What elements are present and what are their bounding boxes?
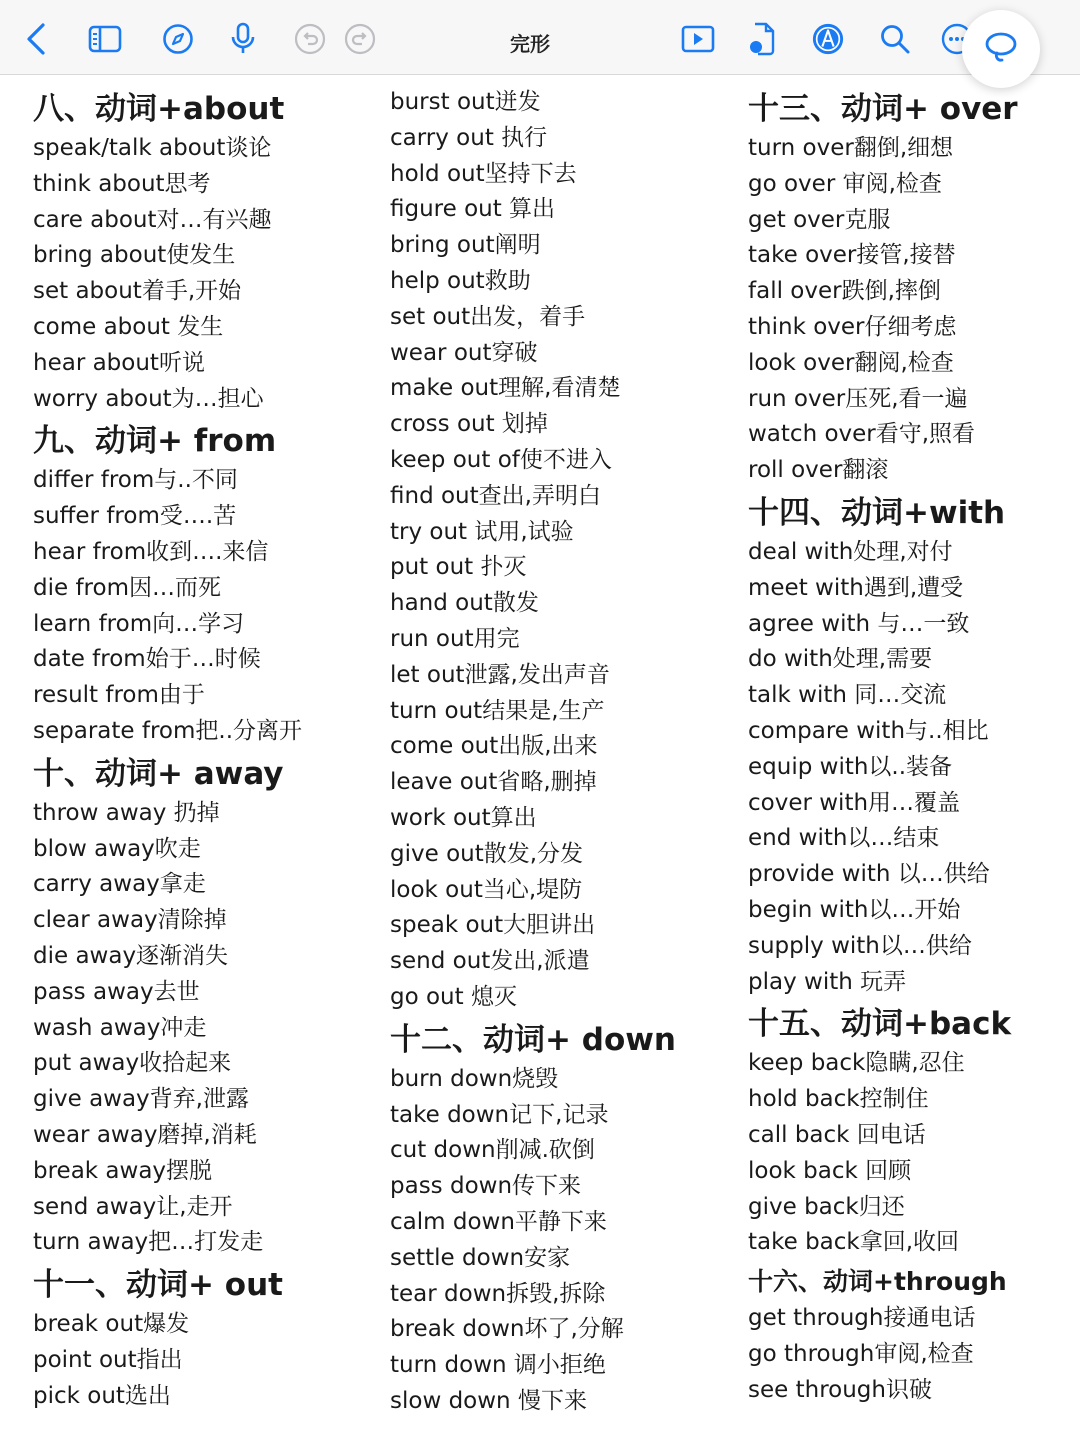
- phrase-item: turn out结果是,生产: [390, 697, 605, 724]
- phrase-item: take down记下,记录: [390, 1101, 609, 1128]
- phrase-item: calm down平静下来: [390, 1208, 607, 1235]
- phrase-item: settle down安家: [390, 1244, 571, 1271]
- phrase-item: roll over翻滚: [748, 457, 889, 484]
- column-2: [390, 85, 730, 1420]
- column-3: [748, 85, 1068, 1409]
- phrase-item: take over接管,接替: [748, 242, 956, 269]
- phrase-item: come about 发生: [33, 313, 224, 340]
- phrase-item: send away让,走开: [33, 1193, 233, 1220]
- phrase-item: burst out迸发: [390, 89, 541, 115]
- phrase-item: turn down 调小拒绝: [390, 1352, 606, 1379]
- phrase-item: agree with 与…一致: [748, 610, 970, 637]
- phrase-item: get through接通电话: [748, 1305, 976, 1332]
- phrase-item: point out指出: [33, 1346, 183, 1373]
- phrase-item: compare with与..相比: [748, 717, 989, 744]
- phrase-item: burn down烧毁: [390, 1065, 559, 1092]
- section-heading: 十三、动词+ over: [748, 91, 1018, 127]
- section-heading: 十二、动词+ down: [390, 1021, 676, 1058]
- sidebar-icon[interactable]: [88, 22, 122, 56]
- phrase-item: fall over跌倒,摔倒: [748, 278, 941, 305]
- document-page: [0, 75, 1080, 1440]
- undo-icon[interactable]: [293, 22, 327, 56]
- phrase-item: equip with以..装备: [748, 753, 953, 780]
- phrase-item: carry out 执行: [390, 124, 548, 151]
- phrase-item: differ from与..不同: [33, 467, 238, 494]
- section-heading: 十四、动词+with: [748, 494, 1006, 531]
- section-heading: 十、动词+ away: [33, 755, 284, 792]
- phrase-item: break down坏了,分解: [390, 1316, 624, 1343]
- back-chevron-icon[interactable]: [20, 22, 54, 56]
- phrase-item: hear about听说: [33, 349, 205, 376]
- phrase-item: figure out 算出: [390, 196, 556, 223]
- compass-icon[interactable]: [161, 22, 195, 56]
- phrase-item: meet with遇到,遭受: [748, 574, 964, 601]
- phrase-item: come out出版,出来: [390, 733, 598, 760]
- toolbar: [0, 0, 1080, 75]
- phrase-item: pick out选出: [33, 1382, 171, 1409]
- phrase-item: call back 回电话: [748, 1121, 926, 1148]
- phrase-item: hear from收到….来信: [33, 538, 269, 565]
- phrase-item: make out理解,看清楚: [390, 375, 621, 402]
- phrase-item: help out救助: [390, 267, 531, 294]
- phrase-item: deal with处理,对付: [748, 538, 953, 565]
- phrase-item: turn over翻倒,细想: [748, 135, 954, 161]
- phrase-item: see through识破: [748, 1376, 932, 1403]
- document-title: 完形: [510, 32, 550, 56]
- phrase-item: break out爆发: [33, 1311, 190, 1338]
- section-heading: 十六、动词+through: [748, 1267, 1007, 1297]
- phrase-item: hold back控制住: [748, 1086, 929, 1113]
- phrase-item: worry about为…担心: [33, 385, 264, 412]
- microphone-icon[interactable]: [226, 22, 260, 56]
- phrase-item: give out散发,分发: [390, 840, 584, 867]
- phrase-item: end with以…结束: [748, 825, 940, 852]
- phrase-item: play with 玩弄: [748, 968, 907, 995]
- phrase-item: supply with以…供给: [748, 932, 972, 959]
- phrase-item: run over压死,看一遍: [748, 385, 968, 412]
- phrase-item: speak out大胆讲出: [390, 912, 596, 939]
- phrase-item: hold out坚持下去: [390, 160, 577, 187]
- phrase-item: die away逐渐消失: [33, 942, 229, 969]
- phrase-item: put away收拾起来: [33, 1050, 232, 1077]
- phrase-item: go through审阅,检查: [748, 1340, 974, 1367]
- play-icon[interactable]: [681, 22, 715, 56]
- phrase-item: break away摆脱: [33, 1157, 213, 1184]
- phrase-item: let out泄露,发出声音: [390, 661, 610, 688]
- phrase-item: wear out穿破: [390, 339, 538, 366]
- phrase-item: bring about使发生: [33, 242, 236, 269]
- phrase-item: cover with用…覆盖: [748, 789, 961, 816]
- phrase-item: wear away磨掉,消耗: [33, 1121, 257, 1148]
- phrase-item: result from由于: [33, 682, 205, 709]
- phrase-item: die from因…而死: [33, 574, 221, 601]
- phrase-item: look out当心,堤防: [390, 876, 583, 903]
- phrase-item: go out 熄灭: [390, 983, 517, 1010]
- phrase-item: cross out 划掉: [390, 411, 548, 438]
- phrase-item: suffer from受….苦: [33, 503, 237, 530]
- phrase-item: learn from向…学习: [33, 610, 245, 637]
- phrase-item: carry away拿走: [33, 871, 206, 898]
- section-heading: 九、动词+ from: [33, 423, 277, 460]
- phrase-item: set out出发，着手: [390, 303, 586, 330]
- phrase-item: give back归还: [748, 1193, 905, 1220]
- phrase-item: throw away 扔掉: [33, 799, 220, 826]
- phrase-item: hand out散发: [390, 590, 539, 617]
- phrase-item: give away背弃,泄露: [33, 1086, 249, 1113]
- phrase-item: pass away去世: [33, 978, 200, 1005]
- phrase-item: try out 试用,试验: [390, 518, 574, 545]
- phrase-item: talk with 同…交流: [748, 682, 947, 709]
- phrase-item: begin with以…开始: [748, 896, 961, 923]
- phrase-item: wash away冲走: [33, 1014, 207, 1041]
- phrase-item: care about对…有兴趣: [33, 206, 272, 233]
- phrase-item: provide with 以…供给: [748, 861, 990, 888]
- phrase-item: put out 扑灭: [390, 554, 527, 581]
- phrase-item: slow down 慢下来: [390, 1387, 587, 1414]
- phrase-item: clear away清除掉: [33, 907, 227, 934]
- phrase-item: send out发出,派遣: [390, 948, 590, 975]
- phrase-item: blow away吹走: [33, 835, 201, 862]
- phrase-item: pass down传下来: [390, 1173, 582, 1200]
- phrase-item: run out用完: [390, 625, 520, 652]
- phrase-item: work out算出: [390, 804, 537, 831]
- phrase-item: set about着手,开始: [33, 278, 242, 305]
- phrase-item: speak/talk about谈论: [33, 135, 272, 161]
- phrase-item: cut down削减.砍倒: [390, 1137, 595, 1164]
- phrase-item: think about思考: [33, 170, 211, 197]
- search-icon[interactable]: [878, 22, 912, 56]
- phrase-item: tear down拆毁,拆除: [390, 1280, 606, 1307]
- column-1: [33, 85, 363, 1415]
- document-icon[interactable]: [746, 22, 780, 56]
- phrase-item: keep out of使不进入: [390, 446, 612, 473]
- section-heading: 八、动词+about: [33, 91, 285, 127]
- phrase-item: think over仔细考虑: [748, 313, 957, 340]
- pen-icon[interactable]: [811, 22, 845, 56]
- phrase-item: date from始于…时候: [33, 646, 261, 673]
- phrase-item: go over 审阅,检查: [748, 170, 942, 197]
- phrase-item: find out查出,弄明白: [390, 482, 601, 509]
- phrase-item: get over克服: [748, 206, 891, 233]
- section-heading: 十一、动词+ out: [33, 1267, 283, 1304]
- phrase-item: do with处理,需要: [748, 646, 933, 673]
- phrase-item: separate from把..分离开: [33, 717, 303, 744]
- phrase-item: take back拿回,收回: [748, 1229, 960, 1256]
- phrase-item: leave out省略,删掉: [390, 769, 597, 796]
- phrase-item: look back 回顾: [748, 1157, 912, 1184]
- phrase-item: bring out阐明: [390, 232, 541, 259]
- lasso-icon: [983, 30, 1019, 68]
- phrase-item: keep back隐瞒,忍住: [748, 1050, 965, 1077]
- phrase-item: watch over看守,照看: [748, 421, 976, 448]
- phrase-item: turn away把…打发走: [33, 1229, 264, 1256]
- redo-icon[interactable]: [343, 22, 377, 56]
- section-heading: 十五、动词+back: [748, 1006, 1012, 1043]
- phrase-item: look over翻阅,检查: [748, 349, 954, 376]
